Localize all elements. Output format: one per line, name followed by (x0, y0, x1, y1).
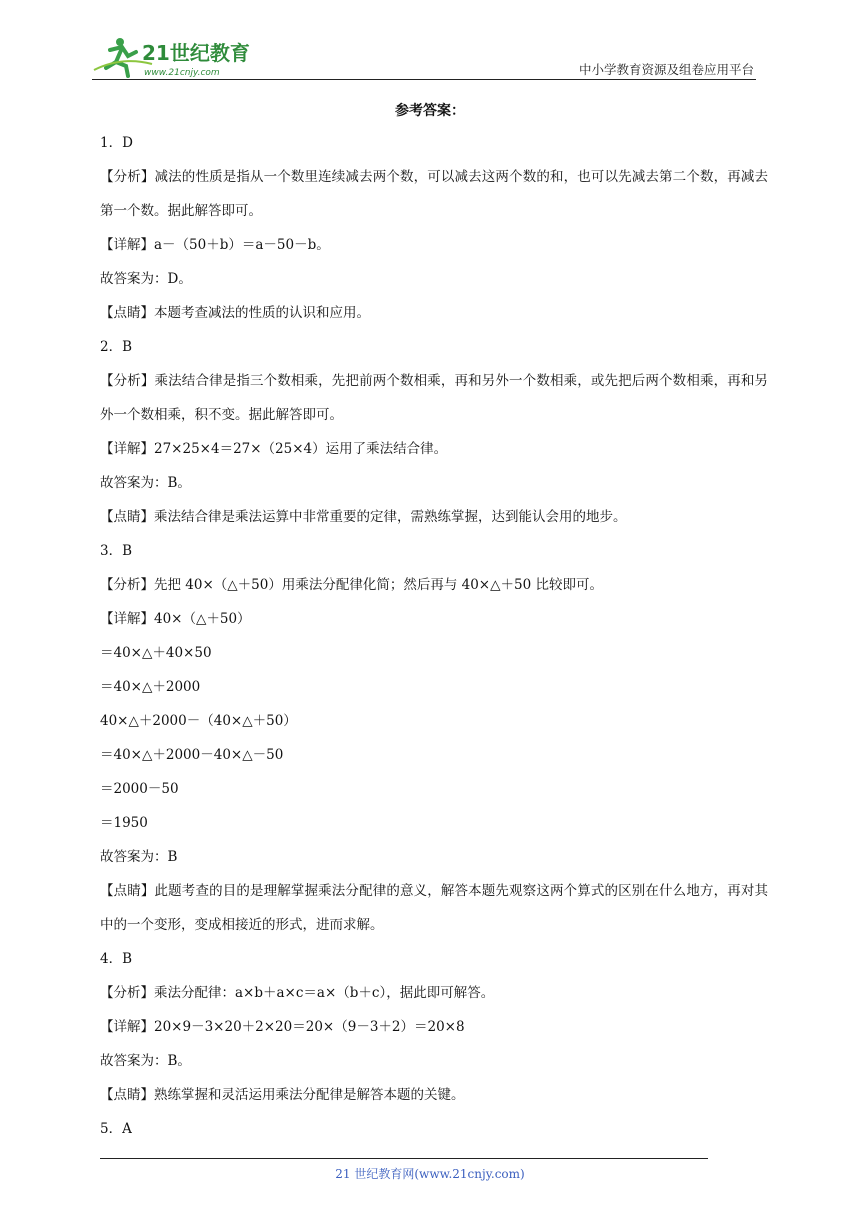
comment-text: 【点睛】熟练掌握和灵活运用乘法分配律是解答本题的关键。 (100, 1087, 465, 1103)
footer-source: 21 世纪教育网(www.21cnjy.com) (335, 1167, 525, 1181)
analysis-text: 【分析】乘法分配律：a×b＋a×c＝a×（b＋c），据此即可解答。 (100, 985, 495, 1001)
calc-step: ＝40×△＋40×50 (100, 645, 212, 661)
detail-text: 【详解】40×（△＋50） (100, 611, 251, 627)
svg-text:www.21cnjy.com: www.21cnjy.com (144, 68, 220, 78)
answer-text: 故答案为：B。 (100, 475, 191, 491)
answer-list (100, 126, 768, 1146)
calc-step: 40×△＋2000－（40×△＋50） (100, 713, 297, 729)
svg-text:21世纪教育: 21世纪教育 (142, 41, 250, 65)
analysis-text: 【分析】乘法结合律是指三个数相乘，先把前两个数相乘，再和另外一个数相乘，或先把后两个数相乘，再和另外一个数相乘，积不变。据此解答即可。 (100, 373, 768, 423)
comment-text: 【点睛】乘法结合律是乘法运算中非常重要的定律，需熟练掌握，达到能认会用的地步。 (100, 509, 627, 525)
answer-heading: 1．D (100, 135, 133, 151)
comment-text: 【点睛】此题考查的目的是理解掌握乘法分配律的意义，解答本题先观察这两个算式的区别在什么地方，再对其中的一个变形，变成相接近的形式，进而求解。 (100, 883, 768, 933)
platform-slogan: 中小学教育资源及组卷应用平台 (578, 62, 754, 77)
analysis-text: 【分析】先把 40×（△＋50）用乘法分配律化简；然后再与 40×△＋50 比较即可。 (100, 577, 603, 593)
answer-heading: 3．B (100, 543, 133, 559)
analysis-text: 【分析】减法的性质是指从一个数里连续减去两个数，可以减去这两个数的和，也可以先减去第二个数，再减去第一个数。据此解答即可。 (100, 169, 768, 219)
calc-step: ＝2000－50 (100, 781, 179, 797)
footer-divider (100, 1158, 708, 1159)
detail-text: 【详解】20×9－3×20＋2×20＝20×（9－3＋2）＝20×8 (100, 1019, 465, 1035)
calc-step: ＝40×△＋2000－40×△－50 (100, 747, 284, 763)
detail-text: 【详解】a－（50＋b）＝a－50－b。 (100, 237, 330, 253)
answer-text: 故答案为：B。 (100, 1053, 191, 1069)
answer-text: 故答案为：B (100, 849, 178, 865)
detail-text: 【详解】27×25×4＝27×（25×4）运用了乘法结合律。 (100, 441, 448, 457)
header-divider (92, 79, 756, 80)
answer-text: 故答案为：D。 (100, 271, 192, 287)
answer-heading: 2．B (100, 339, 133, 355)
page-title: 参考答案： (395, 103, 465, 119)
21cnjy-logo (92, 34, 267, 80)
calc-step: ＝1950 (100, 815, 148, 831)
page-header (92, 30, 756, 80)
comment-text: 【点睛】本题考查减法的性质的认识和应用。 (100, 305, 370, 321)
answer-heading: 4．B (100, 951, 133, 967)
calc-step: ＝40×△＋2000 (100, 679, 201, 695)
answer-heading: 5．A (100, 1121, 132, 1137)
